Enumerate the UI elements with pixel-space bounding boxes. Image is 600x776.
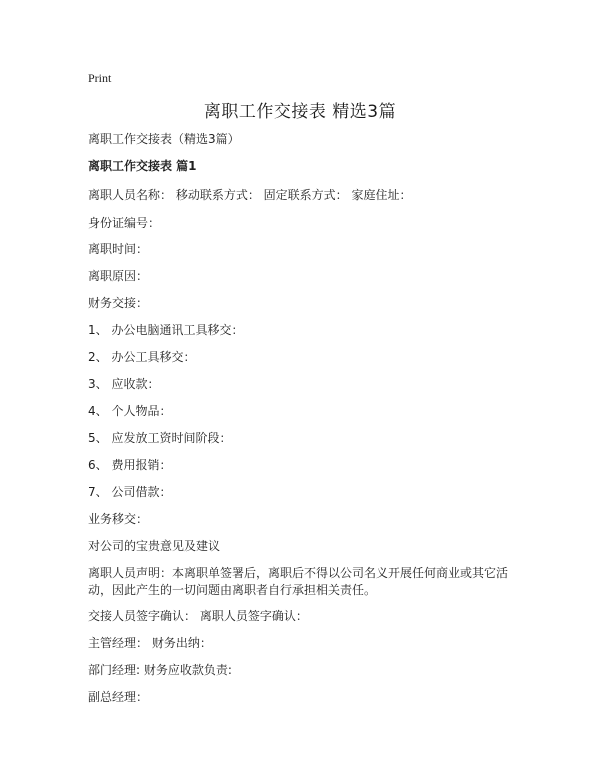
list-item: 1、 办公电脑通讯工具移交： [88,323,244,337]
document-subtitle: 离职工作交接表（精选3篇） [88,132,240,146]
signatures-line: 交接人员签字确认： 离职人员签字确认： [88,609,308,623]
list-item: 4、 个人物品： [88,404,172,418]
suggestions-line: 对公司的宝贵意见及建议 [88,539,221,553]
list-item: 7、 公司借款： [88,485,172,499]
finance-handover-line: 财务交接： [88,296,149,310]
print-link[interactable]: Print [88,71,112,85]
list-item: 6、 费用报销： [88,458,172,472]
info-line: 离职人员名称： 移动联系方式： 固定联系方式： 家庭住址： [88,188,412,202]
business-handover-line: 业务移交： [88,512,149,526]
list-item: 3、 应收款： [88,377,160,391]
department-line: 部门经理: 财务应收款负责: [88,663,232,677]
list-item: 2、 办公工具移交： [88,350,196,364]
section-heading: 离职工作交接表 篇1 [88,159,197,173]
vice-gm-line: 副总经理： [88,690,149,704]
document-title: 离职工作交接表 精选3篇 [203,102,397,122]
supervisors-line: 主管经理： 财务出纳： [88,636,212,650]
leave-reason-line: 离职原因： [88,269,149,283]
leave-time-line: 离职时间： [88,242,149,256]
list-item: 5、 应发放工资时间阶段： [88,431,232,445]
id-number-line: 身份证编号： [88,216,161,230]
declaration-paragraph: 离职人员声明：本离职单签署后，离职后不得以公司名义开展任何商业或其它活动，因此产生的一切问题由离职者自行承担相关责任。 [88,566,509,597]
